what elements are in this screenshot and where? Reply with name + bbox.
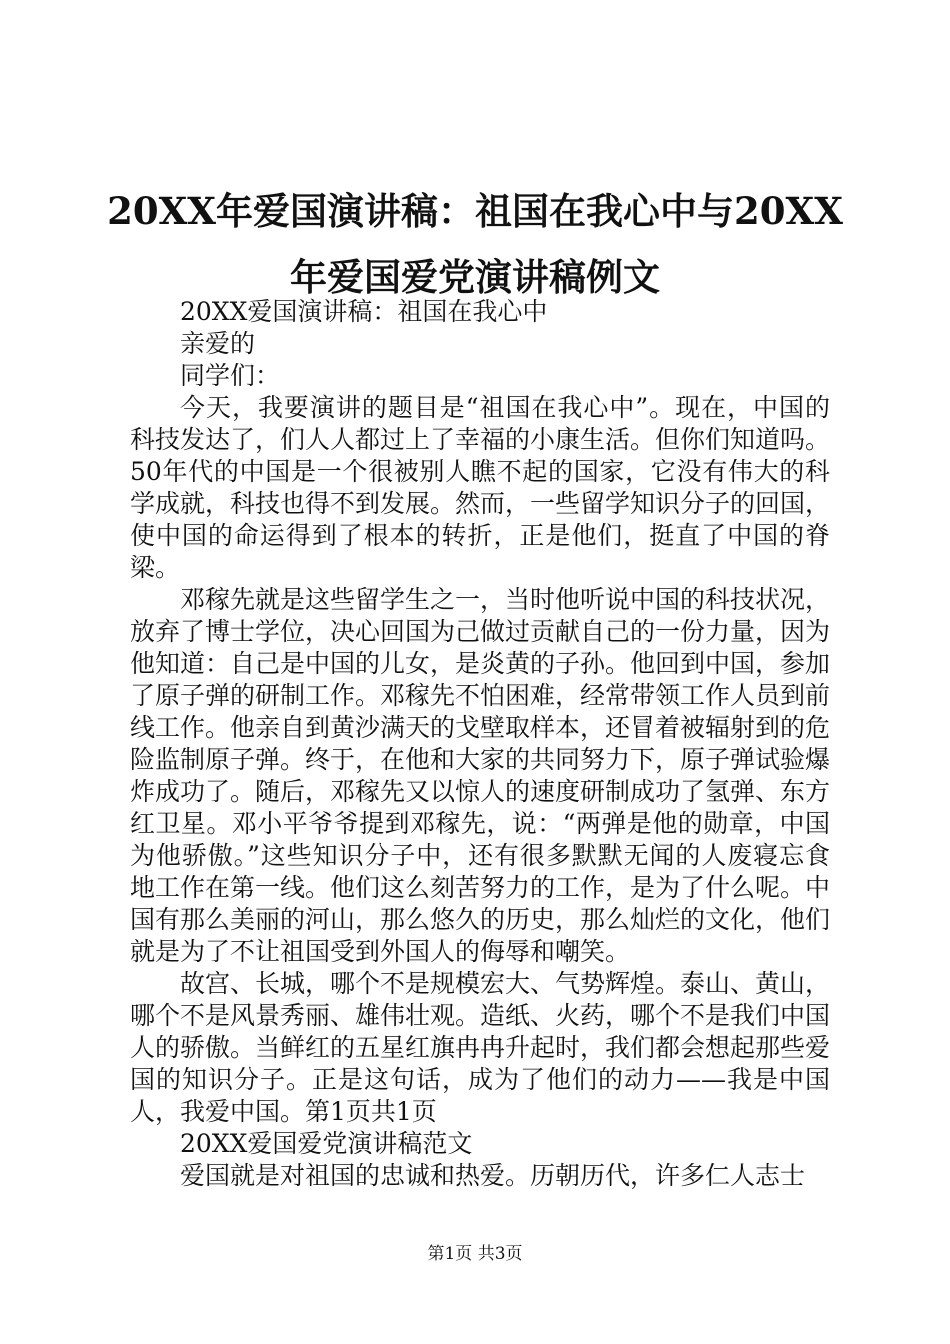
paragraph-3: 故宫、长城，哪个不是规模宏大、气势辉煌。泰山、黄山，哪个不是风景秀丽、雄伟壮观。造纸、火药，哪个不是我们中国人的骄傲。当鲜红的五星红旗冉冉升起时，我们都会想起那些爱国的知识分子。正是这句话，成为了他们的动力——我是中国人，我爱中国。第1页共1页 [130, 969, 831, 1126]
paragraph-2: 邓稼先就是这些留学生之一，当时他听说中国的科技状况，放弃了博士学位，决心回国为己做过贡献自己的一份力量，因为他知道：自己是中国的儿女，是炎黄的子孙。他回到中国，参加了原子弹的研制工作。邓稼先不怕困难，经常带领工作人员到前线工作。他亲自到黄沙满天的戈壁取样本，还冒着被辐射到的危险监制原子弹。终于，在他和大家的共同努力下，原子弹试验爆炸成功了。随后，邓稼先又以惊人的速度研制成功了氢弹、东方红卫星。邓小平爷爷提到邓稼先，说：“两弹是他的勋章，中国为他骄傲。”这些知识分子中，还有很多默默无闻的人废寝忘食地工作在第一线。他们这么刻苦努力的工作，是为了什么呢。中国有那么美丽的河山，那么悠久的历史，那么灿烂的文化，他们就是为了不让祖国受到外国人的侮辱和嘲笑。 [130, 585, 831, 966]
paragraph-4: 爱国就是对祖国的忠诚和热爱。历朝历代，许多仁人志士 [180, 1161, 806, 1190]
document-title: 20XX年爱国演讲稿：祖国在我心中与20XX年爱国爱党演讲稿例文 [107, 189, 843, 299]
salutation-line-1: 亲爱的 [180, 329, 256, 358]
page-footer: 第1页 共3页 [427, 1244, 523, 1264]
salutation-line-2: 同学们： [180, 361, 281, 390]
document-body [130, 296, 830, 1192]
section-heading-1: 20XX爱国演讲稿：祖国在我心中 [180, 297, 548, 326]
paragraph-1: 今天，我要演讲的题目是“祖国在我心中”。现在，中国的科技发达了，们人人都过上了幸福的小康生活。但你们知道吗。50年代的中国是一个很被别人瞧不起的国家，它没有伟大的科学成就，科技也得不到发展。然而，一些留学知识分子的回国，使中国的命运得到了根本的转折，正是他们，挺直了中国的脊梁。 [130, 393, 831, 582]
section-heading-2: 20XX爱国爱党演讲稿范文 [180, 1129, 473, 1158]
